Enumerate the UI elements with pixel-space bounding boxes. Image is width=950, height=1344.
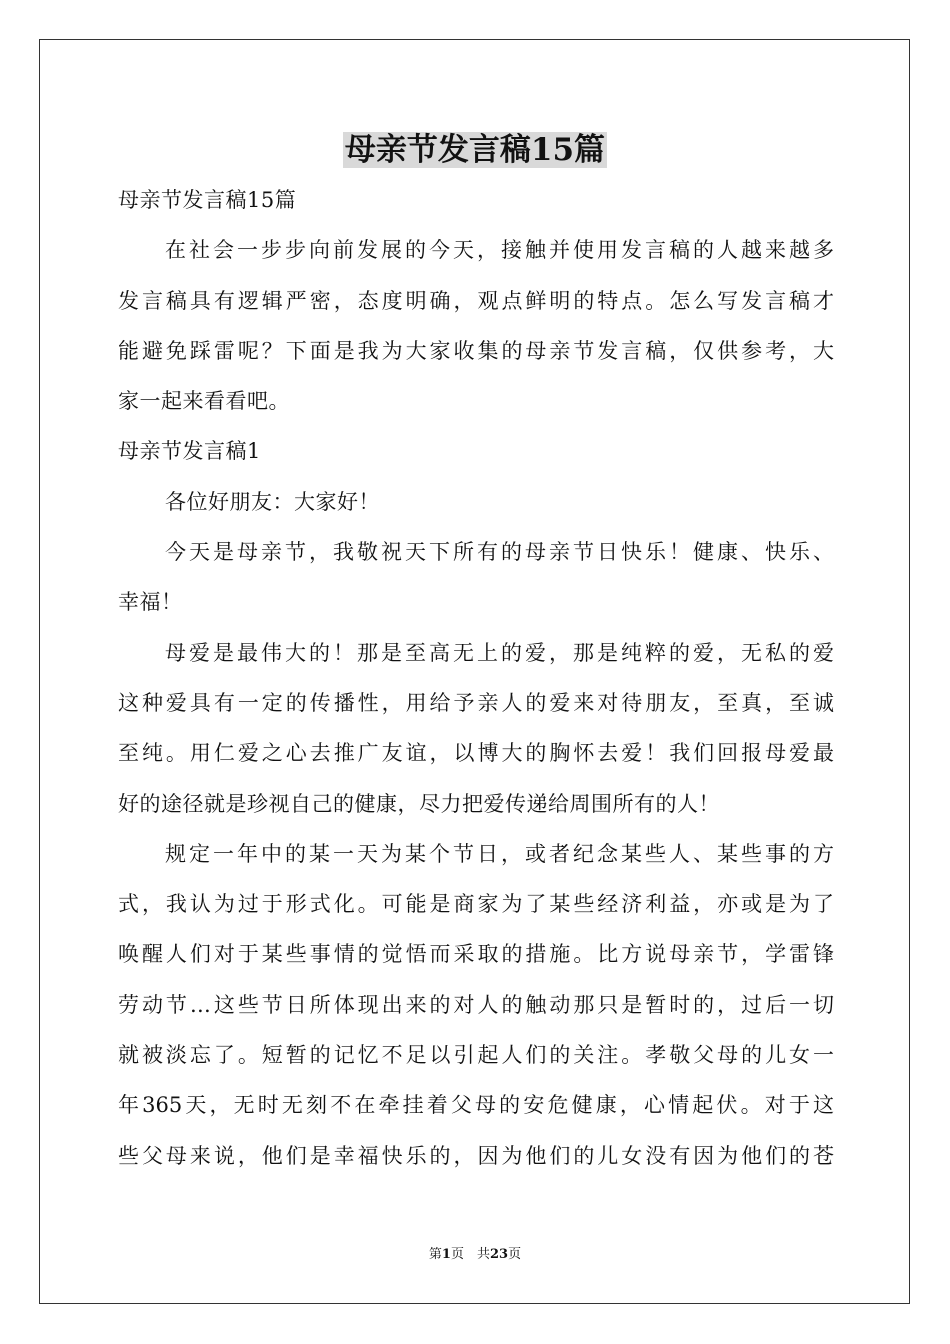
text-line: 母爱是最伟大的！那是至高无上的爱，那是纯粹的爱，无私的爱 (165, 640, 834, 665)
footer-page-number: 1 (441, 1247, 451, 1262)
text-line: 今天是母亲节，我敬祝天下所有的母亲节日快乐！健康、快乐、 (165, 540, 834, 565)
text-line: 唤醒人们对于某些事情的觉悟而采取的措施。比方说母亲节，学雷锋 (118, 942, 834, 967)
footer-page-prefix: 第 (428, 1247, 442, 1262)
text-line: 劳动节…这些节日所体现出来的对人的触动那只是暂时的，过后一切 (118, 992, 834, 1017)
document-body (118, 180, 834, 1186)
text-line: 至纯。用仁爱之心去推广友谊，以博大的胸怀去爱！我们回报母爱最 (118, 741, 834, 766)
text-line: 这种爱具有一定的传播性，用给予亲人的爱来对待朋友，至真，至诚 (118, 690, 834, 715)
text-line: 幸福！ (118, 590, 183, 615)
text-line: 母亲节发言稿15篇 (118, 188, 297, 212)
text-line: 发言稿具有逻辑严密，态度明确，观点鲜明的特点。怎么写发言稿才 (118, 288, 834, 313)
text-line: 就被淡忘了。短暂的记忆不足以引起人们的关注。孝敬父母的儿女一 (118, 1043, 834, 1068)
footer-page-suffix: 页 (508, 1247, 522, 1262)
text-line: 在社会一步步向前发展的今天，接触并使用发言稿的人越来越多 (165, 238, 834, 263)
text-line: 好的途径就是珍视自己的健康，尽力把爱传递给周围所有的人！ (118, 791, 720, 816)
text-line: 年365天，无时无刻不在牵挂着父母的安危健康，心情起伏。对于这 (118, 1093, 834, 1118)
text-line: 些父母来说，他们是幸福快乐的，因为他们的儿女没有因为他们的苍 (118, 1143, 834, 1168)
text-line: 规定一年中的某一天为某个节日，或者纪念某些人、某些事的方 (165, 841, 834, 866)
footer-page-mid: 页 共 (450, 1247, 490, 1262)
document-title-text: 母亲节发言稿15篇 (344, 132, 606, 168)
footer-total-pages: 23 (489, 1247, 509, 1262)
text-line: 式，我认为过于形式化。可能是商家为了某些经济利益，亦或是为了 (118, 892, 834, 917)
text-line: 各位好朋友：大家好！ (165, 489, 380, 514)
document-title (0, 128, 950, 172)
page-footer (0, 1246, 950, 1264)
text-line: 能避免踩雷呢？下面是我为大家收集的母亲节发言稿，仅供参考，大 (118, 338, 834, 363)
text-line: 母亲节发言稿1 (118, 439, 261, 464)
text-line: 家一起来看看吧。 (118, 389, 290, 414)
